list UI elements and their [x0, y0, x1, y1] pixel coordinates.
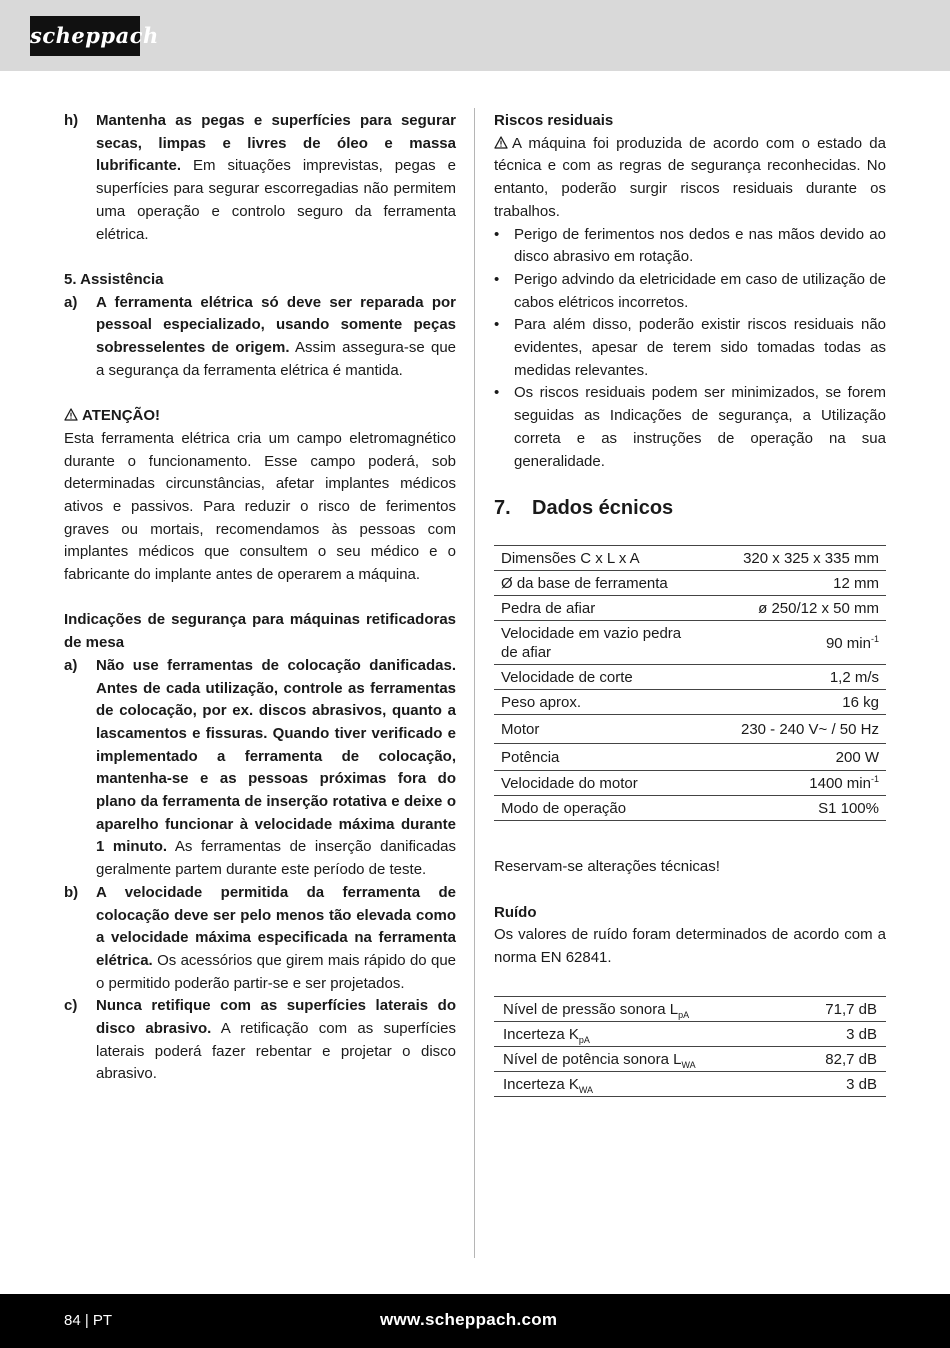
- item-5a: [64, 292, 456, 383]
- section-7-title: [494, 495, 886, 521]
- bullet-dot: •: [494, 316, 500, 334]
- table-cell-label: [494, 996, 789, 1021]
- item-h-text: Em situações imprevistas, pegas e superfícies para segurar escorregadias não permitem uma operação e controlo seguro da ferramenta elétrica.: [96, 157, 456, 243]
- item-5a-text: Assim assegura-se que a segurança da ferramenta elétrica é mantida.: [96, 339, 457, 379]
- value-exponent: -1: [870, 774, 879, 785]
- table-cell-value: 16 kg: [694, 690, 886, 715]
- table-cell-value: 230 - 240 V~ / 50 Hz: [694, 715, 886, 744]
- reserve-note: Reservam-se alterações técnicas!: [494, 858, 720, 876]
- table-cell-label: Potência: [494, 744, 694, 771]
- label-subscript: pA: [678, 1009, 690, 1020]
- column-divider: [474, 108, 475, 1258]
- item-5a-mark: a): [64, 293, 78, 311]
- item-grinder-a-bold: Não use ferramentas de colocação danificadas. Antes de cada utilização, controle as ferramentas de colocação, por ex. discos abrasivos, quanto a lascamentos e fissuras. Quando tiver verificado e implementado a ferramenta de colocação, mantenha-se e as pessoas próximas fora do plano da ferramenta de inserção rotativa e deixe o aparelho funcionar à velocidade máxima durante 1 minuto.: [96, 656, 456, 856]
- risk-bullet: [494, 382, 886, 473]
- table-cell-label: Peso aprox.: [494, 690, 694, 715]
- table-cell-label: Modo de operação: [494, 796, 694, 821]
- item-h: [64, 110, 456, 246]
- table-cell-value: 3 dB: [789, 1021, 887, 1046]
- table-row: [494, 1021, 886, 1046]
- item-h-bold: Mantenha as pegas e superfícies para segurar secas, limpas e livres de óleo e massa lubrificante.: [96, 112, 456, 175]
- table-cell-value: 12 mm: [694, 571, 886, 596]
- table-row: [494, 1046, 886, 1071]
- page-number: 84 | PT: [64, 1312, 113, 1329]
- left-column: [64, 110, 456, 1086]
- risk-bullet-text: Perigo advindo da eletricidade em caso de utilização de cabos elétricos incorretos.: [514, 270, 886, 311]
- page-header: [0, 0, 950, 71]
- table-row: [494, 690, 886, 715]
- table-row: [494, 621, 886, 665]
- residual-risks-text: [494, 133, 886, 224]
- item-grinder-c-text: A retificação com as superfícies laterais poderá fazer rebentar e projetar o disco abrasivo.: [96, 1020, 456, 1083]
- table-cell-value: [694, 621, 886, 665]
- table-row: [494, 996, 886, 1021]
- label-text: Nível de pressão sonora L: [503, 1000, 679, 1018]
- residual-risks-title: Riscos residuais: [494, 112, 614, 129]
- item-grinder-b-bold: A velocidade permitida da ferramenta de colocação deve ser pelo menos tão elevada como a velocidade máxima especificada na ferramenta elétrica.: [96, 883, 456, 969]
- noise-title: Ruído: [494, 903, 537, 921]
- table-row: [494, 796, 886, 821]
- section-7-number: 7.: [494, 497, 511, 520]
- label-text: Incerteza K: [503, 1075, 579, 1093]
- table-row: [494, 596, 886, 621]
- table-row: [494, 744, 886, 771]
- item-grinder-a-text: As ferramentas de inserção danificadas geralmente partem durante este período de teste.: [96, 838, 457, 879]
- table-cell-label: Ø da base de ferramenta: [494, 571, 694, 596]
- attention-text: Esta ferramenta elétrica cria um campo eletromagnético durante o funcionamento. Esse campo poderá, sob determinadas circunstâncias, afetar implantes médicos ativos e passivos. Para reduzir o risco de ferimentos graves ou mortais, recomendamos às pessoas com implantes médicos que consultem o seu médico e o fabricante do implante antes de operarem a máquina.: [64, 429, 456, 584]
- label-subscript: WA: [578, 1084, 594, 1095]
- table-row: [494, 771, 886, 796]
- item-grinder-a-mark: a): [64, 656, 78, 674]
- item-grinder-c: [64, 995, 456, 1086]
- risk-bullet: [494, 269, 886, 314]
- table-row: [494, 665, 886, 690]
- page-footer: [0, 1294, 950, 1348]
- table-cell-value: ø 250/12 x 50 mm: [694, 596, 886, 621]
- bullet-dot: •: [494, 384, 500, 402]
- table-cell-label: [494, 1071, 789, 1096]
- table-cell-label: [494, 1046, 789, 1071]
- table-cell-label: [494, 1021, 789, 1046]
- item-5a-bold: A ferramenta elétrica só deve ser reparada por pessoal especializado, usando somente peças sobresselentes de origem.: [96, 293, 456, 357]
- noise-table: [494, 996, 886, 1097]
- table-row: [494, 571, 886, 596]
- table-cell-label: Velocidade em vazio pedra de afiar: [494, 621, 694, 665]
- section-5-title: 5. Assistência: [64, 270, 164, 288]
- attention-title-text: ATENÇÃO!: [82, 407, 161, 425]
- label-text: Nível de potência sonora L: [503, 1050, 682, 1068]
- item-grinder-a: [64, 655, 456, 882]
- warning-icon: [64, 408, 78, 421]
- grinder-safety-title: Indicações de segurança para máquinas retificadoras de mesa: [64, 611, 456, 652]
- item-grinder-b-mark: b): [64, 883, 79, 901]
- bullet-dot: •: [494, 225, 500, 243]
- risk-bullet-text: Perigo de ferimentos nos dedos e nas mãos devido ao disco abrasivo em rotação.: [514, 225, 886, 266]
- bullet-dot: •: [494, 270, 500, 288]
- residual-risks-body: A máquina foi produzida de acordo com o estado da técnica e com as regras de segurança reconhecidas. No entanto, poderão surgir riscos residuais durante os trabalhos.: [494, 134, 886, 220]
- label-subscript: WA: [681, 1059, 696, 1070]
- table-cell-label: Pedra de afiar: [494, 596, 694, 621]
- risk-bullet-text: Os riscos residuais podem ser minimizados, se forem seguidas as Indicações de segurança, a Utilização correta e as instruções de operação na sua generalidade.: [514, 384, 886, 470]
- right-column: [494, 110, 886, 1097]
- value-text: 90 min: [825, 634, 871, 652]
- item-grinder-c-bold: Nunca retifique com as superfícies laterais do disco abrasivo.: [96, 997, 456, 1038]
- item-grinder-b-text: Os acessórios que girem mais rápido do que o permitido poderão partir-se e ser projetados.: [96, 951, 456, 992]
- table-row: [494, 715, 886, 744]
- label-subscript: pA: [578, 1034, 590, 1045]
- scheppach-logo: scheppach: [30, 16, 140, 56]
- table-cell-value: 200 W: [694, 744, 886, 771]
- table-row: [494, 546, 886, 571]
- table-cell-value: [694, 771, 886, 796]
- table-cell-label: Dimensões C x L x A: [494, 546, 694, 571]
- tech-data-table: [494, 545, 886, 821]
- section-7-title-text: Dados écnicos: [532, 497, 674, 520]
- table-cell-value: 82,7 dB: [789, 1046, 887, 1071]
- risk-bullet-text: Para além disso, poderão existir riscos residuais não evidentes, apesar de terem sido tomadas todas as medidas relevantes.: [514, 316, 886, 379]
- warning-icon: [494, 136, 508, 149]
- table-cell-value: 3 dB: [789, 1071, 887, 1096]
- table-cell-value: 1,2 m/s: [694, 665, 886, 690]
- table-cell-value: 320 x 325 x 335 mm: [694, 546, 886, 571]
- table-cell-label: Velocidade do motor: [494, 771, 694, 796]
- risk-bullet: [494, 224, 886, 269]
- table-row: [494, 1071, 886, 1096]
- risk-bullet: [494, 314, 886, 382]
- table-cell-value: S1 100%: [694, 796, 886, 821]
- table-cell-value: 71,7 dB: [789, 996, 887, 1021]
- item-grinder-b: [64, 882, 456, 996]
- item-h-mark: h): [64, 112, 79, 129]
- table-cell-label: Motor: [494, 715, 694, 744]
- website-link[interactable]: www.scheppach.com: [380, 1310, 558, 1329]
- attention-title: [64, 405, 456, 428]
- value-exponent: -1: [870, 633, 879, 644]
- label-text: Incerteza K: [503, 1025, 579, 1043]
- item-grinder-c-mark: c): [64, 997, 78, 1015]
- noise-text: Os valores de ruído foram determinados de acordo com a norma EN 62841.: [494, 926, 886, 967]
- table-cell-label: Velocidade de corte: [494, 665, 694, 690]
- value-text: 1400 min: [809, 775, 871, 793]
